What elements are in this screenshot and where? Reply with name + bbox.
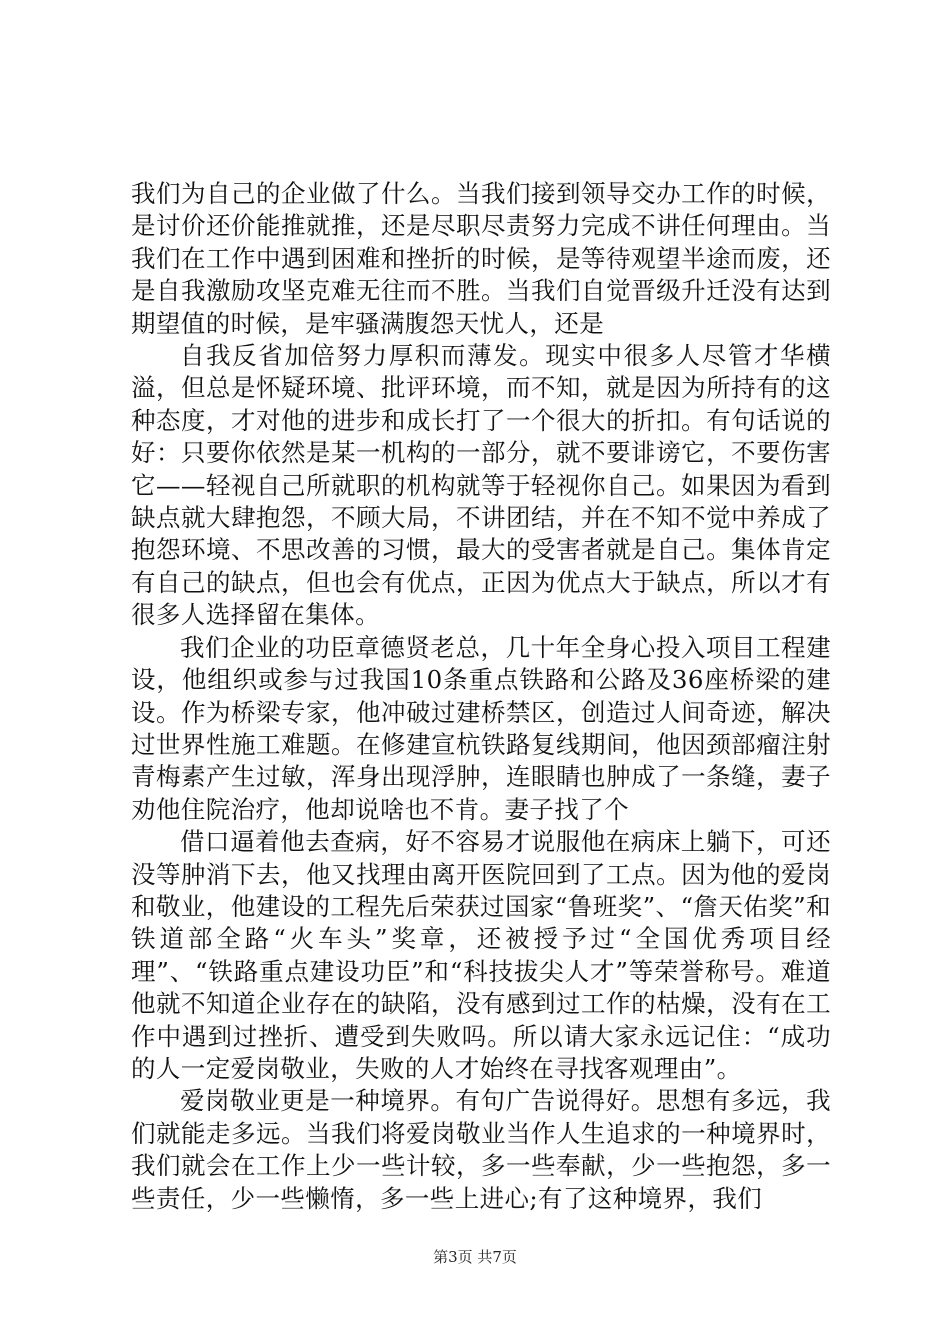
document-body	[131, 178, 831, 1215]
paragraph-4: 借口逼着他去查病，好不容易才说服他在病床上躺下，可还没等肿消下去，他又找理由离开医院回到了工点。因为他的爱岗和敬业，他建设的工程先后荣获过国家“鲁班奖”、“詹天佑奖”和铁道部全路“火车头”奖章，还被授予过“全国优秀项目经理”、“铁路重点建设功臣”和“科技拔尖人才”等荣誉称号。难道他就不知道企业存在的缺陷，没有感到过工作的枯燥，没有在工作中遇到过挫折、遭受到失败吗。所以请大家永远记住：“成功的人一定爱岗敬业，失败的人才始终在寻找客观理由”。	[131, 827, 831, 1083]
paragraph-5: 爱岗敬业更是一种境界。有句广告说得好。思想有多远，我们就能走多远。当我们将爱岗敬业当作人生追求的一种境界时，我们就会在工作上少一些计较，多一些奉献，少一些抱怨，多一些责任，少一些懒惰，多一些上进心;有了这种境界，我们	[131, 1086, 831, 1213]
paragraph-3: 我们企业的功臣章德贤老总，几十年全身心投入项目工程建设，他组织或参与过我国10条重点铁路和公路及36座桥梁的建设。作为桥梁专家，他冲破过建桥禁区，创造过人间奇迹，解决过世界性施工难题。在修建宣杭铁路复线期间，他因颈部瘤注射青梅素产生过敏，浑身出现浮肿，连眼睛也肿成了一条缝，妻子劝他住院治疗，他却说啥也不肯。妻子找了个	[131, 632, 831, 824]
page-footer	[0, 1246, 950, 1267]
page-number-label: 第3页 共7页	[433, 1248, 517, 1266]
paragraph-2: 自我反省加倍努力厚积而薄发。现实中很多人尽管才华横溢，但总是怀疑环境、批评环境，而不知，就是因为所持有的这种态度，才对他的进步和成长打了一个很大的折扣。有句话说的好：只要你依然是某一机构的一部分，就不要诽谤它，不要伤害它——轻视自己所就职的机构就等于轻视你自己。如果因为看到缺点就大肆抱怨，不顾大局，不讲团结，并在不知不觉中养成了抱怨环境、不思改善的习惯，最大的受害者就是自己。集体肯定有自己的缺点，但也会有优点，正因为优点大于缺点，所以才有很多人选择留在集体。	[131, 341, 831, 630]
paragraph-1: 我们为自己的企业做了什么。当我们接到领导交办工作的时候，是讨价还价能推就推，还是尽职尽责努力完成不讲任何理由。当我们在工作中遇到困难和挫折的时候，是等待观望半途而废，还是自我激励攻坚克难无往而不胜。当我们自觉晋级升迁没有达到期望值的时候，是牢骚满腹怨天忧人，还是	[131, 179, 831, 338]
